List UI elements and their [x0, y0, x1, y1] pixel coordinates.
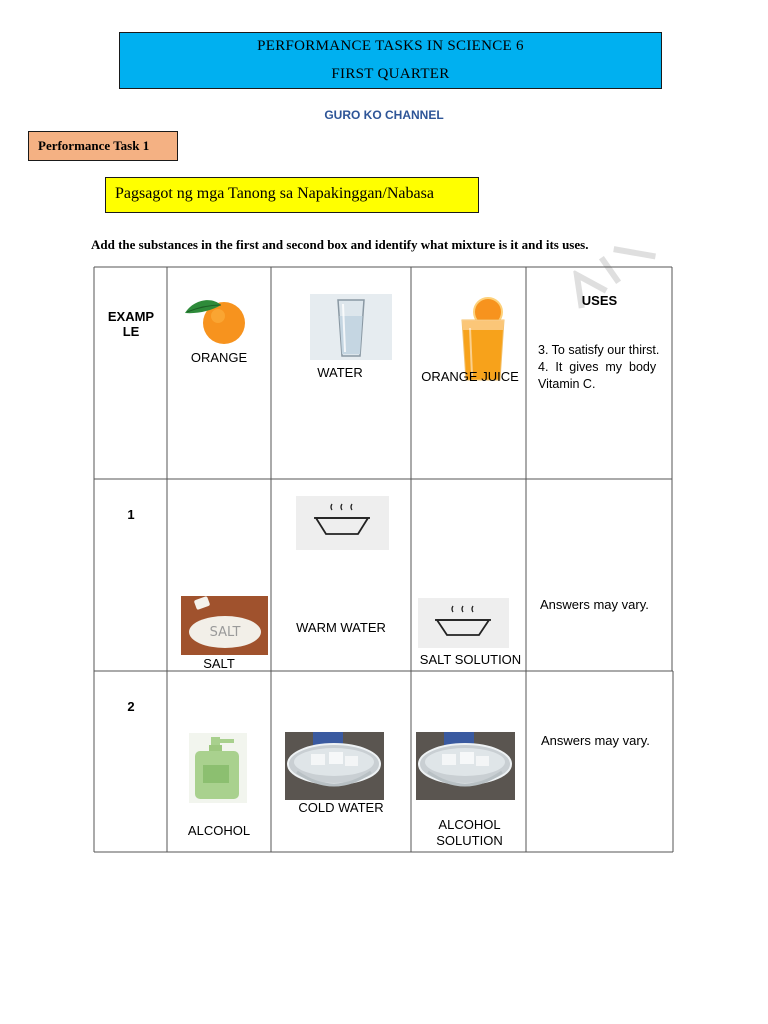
uses-text: Answers may vary.: [541, 733, 650, 748]
mixture-label-line-1: ALCOHOL: [438, 817, 501, 832]
first-substance-label: ORANGE: [190, 350, 248, 365]
second-substance-label: COLD WATER: [298, 800, 384, 815]
salt-image: [181, 596, 268, 655]
uses-line-2: 4. It gives my body: [538, 360, 657, 374]
uses-text: Answers may vary.: [540, 597, 649, 612]
channel-name: GURO KO CHANNEL: [324, 108, 444, 122]
mixture-label: ORANGE JUICE: [421, 369, 519, 384]
task-label: Performance Task 1: [28, 131, 178, 161]
title-line-1: PERFORMANCE TASKS IN SCIENCE 6: [257, 38, 524, 54]
first-substance-label: ALCOHOL: [187, 823, 251, 838]
uses-line-3: Vitamin C.: [538, 377, 596, 391]
svg-text:SALT: SALT: [209, 625, 241, 640]
title-line-2: FIRST QUARTER: [331, 66, 450, 82]
warm-water-bowl-icon: [296, 496, 389, 550]
uses-text: [538, 342, 664, 393]
row-label-2: 2: [127, 699, 135, 714]
mixture-label: [412, 817, 527, 849]
mixture-label: SALT SOLUTION: [419, 652, 522, 667]
mixture-label-line-2: SOLUTION: [436, 833, 503, 848]
row-label-example: [96, 309, 166, 339]
second-substance-label: WATER: [317, 365, 363, 380]
row-label-line-2: LE: [122, 324, 140, 339]
first-substance-label: SALT: [203, 656, 235, 671]
glass-of-water-image: [310, 294, 392, 360]
alcohol-solution-bowl-image: [416, 732, 515, 800]
uses-line-1: 3. To satisfy our thirst.: [538, 343, 660, 357]
orange-fruit-image: [183, 296, 249, 348]
instructions: Add the substances in the first and second box and identify what mixture is it and its uses.: [91, 237, 589, 252]
second-substance-label: WARM WATER: [296, 620, 386, 635]
cold-water-bowl-image: [285, 732, 384, 800]
salt-solution-bowl-icon: [418, 598, 509, 648]
skill-label: Pagsagot ng mga Tanong sa Napakinggan/Nabasa: [105, 177, 479, 213]
row-label-1: 1: [127, 507, 135, 522]
row-label-line-1: EXAMP: [107, 309, 155, 324]
uses-heading: USES: [581, 293, 618, 308]
alcohol-bottle-image: [189, 733, 247, 803]
